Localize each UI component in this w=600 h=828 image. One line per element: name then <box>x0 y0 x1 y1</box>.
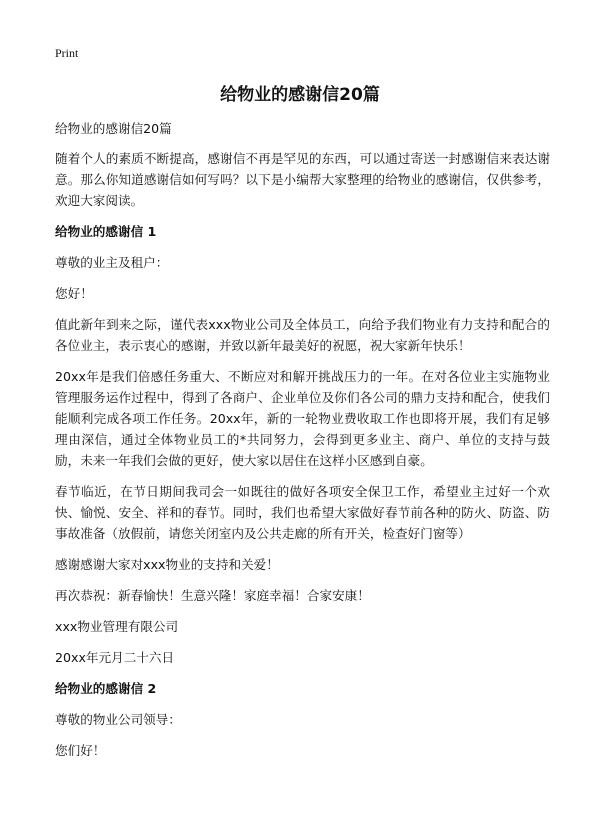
body-paragraph: 春节临近，在节日期间我司会一如既往的做好各项安全保卫工作，希望业主过好一个欢快、愉悦、安全、祥和的春节。同时，我们也希望大家做好春节前各种的防火、防盗、防事故准备（放假前，请您关闭室内及公共走廊的所有开关，检查好门窗等） <box>55 484 550 541</box>
letter-section-1 <box>55 221 550 668</box>
body-paragraph: 值此新年到来之际，谨代表xxx物业公司及全体员工，向给予我们物业有力支持和配合的各位业主，表示衷心的感谢，并致以新年最美好的祝愿，祝大家新年快乐！ <box>55 317 550 353</box>
greeting: 您们好！ <box>55 743 106 758</box>
signature-date: 20xx年元月二十六日 <box>55 650 175 665</box>
document-body <box>55 118 550 771</box>
section-heading: 给物业的感谢信 1 <box>55 224 157 239</box>
salutation: 尊敬的物业公司领导： <box>55 712 181 727</box>
body-paragraph: 再次恭祝：新春愉快！生意兴隆！家庭幸福！合家安康！ <box>55 588 370 603</box>
document-subtitle: 给物业的感谢信20篇 <box>55 121 172 136</box>
signature-company: xxx物业管理有限公司 <box>55 619 179 634</box>
greeting: 您好！ <box>55 286 93 301</box>
document-title: 给物业的感谢信20篇 <box>220 85 380 105</box>
salutation: 尊敬的业主及租户： <box>55 255 169 270</box>
body-paragraph: 感谢感谢大家对xxx物业的支持和关爱！ <box>55 557 279 572</box>
body-paragraph: 20xx年是我们倍感任务重大、不断应对和解开挑战压力的一年。在对各位业主实施物业管理服务运作过程中，得到了各商户、企业单位及你们各公司的鼎力支持和配合，使我们能顺利完成各项工作任务。20xx年，新的一轮物业费收取工作也即将开展，我们有足够理由深信，通过全体物业员工的*共同努力，会得到更多业主、商户、单位的支持与鼓励，未来一年我们会做的更好，使大家以居住在这样小区感到自豪。 <box>55 369 550 468</box>
print-link[interactable]: Print <box>55 46 79 60</box>
intro-paragraph: 随着个人的素质不断提高，感谢信不再是罕见的东西，可以通过寄送一封感谢信来表达谢意。那么你知道感谢信如何写吗？以下是小编帮大家整理的给物业的感谢信，仅供参考，欢迎大家阅读。 <box>55 151 550 208</box>
section-heading: 给物业的感谢信 2 <box>55 681 157 696</box>
letter-section-2 <box>55 678 550 761</box>
